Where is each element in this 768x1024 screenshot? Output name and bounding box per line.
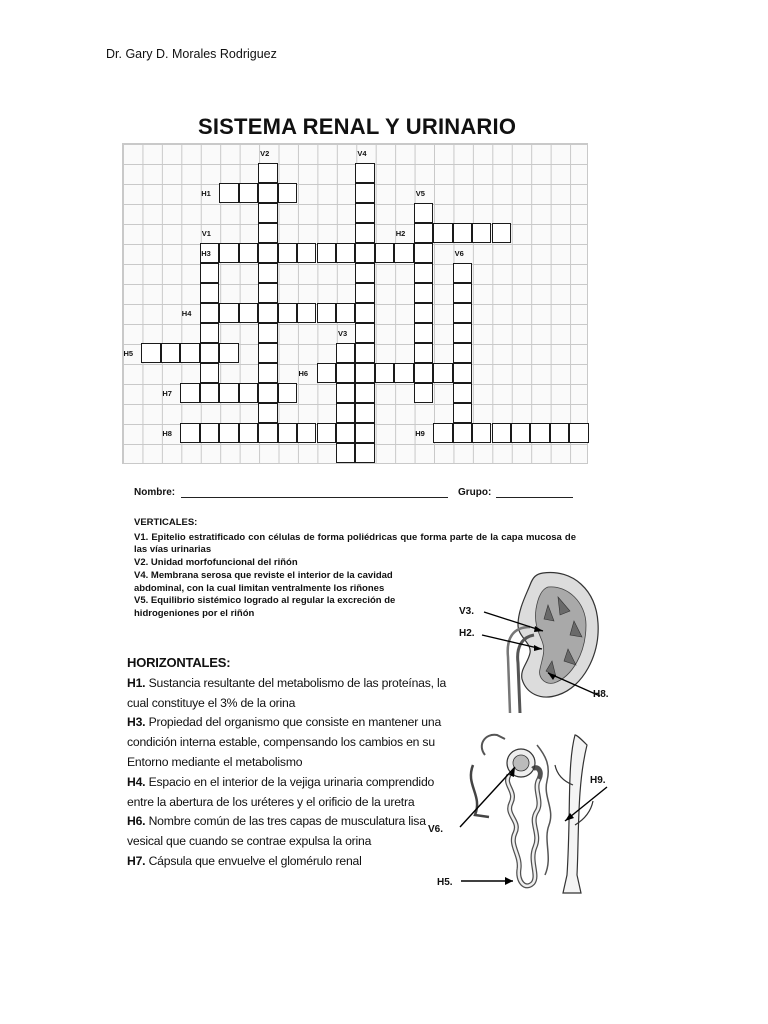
grupo-field[interactable]: [496, 497, 573, 498]
crossword-cell[interactable]: [453, 363, 472, 383]
crossword-cell[interactable]: [394, 243, 413, 263]
crossword-cell[interactable]: [219, 343, 238, 363]
clue-label-h2: H2: [395, 229, 406, 238]
verticales-heading: VERTICALES:: [134, 517, 198, 528]
crossword-cell[interactable]: [414, 263, 433, 283]
crossword-cell[interactable]: [180, 383, 199, 403]
crossword-cell[interactable]: [355, 263, 374, 283]
crossword-cell[interactable]: [200, 423, 219, 443]
clue-v4: V4. Membrana serosa que reviste el interior de la cavidad abdominal, con la cual limitan ventralmente los riñones: [134, 569, 393, 594]
crossword-cell[interactable]: [569, 423, 588, 443]
clue-v2: V2. Unidad morfofuncional del riñón: [134, 557, 298, 569]
crossword-cell[interactable]: [433, 363, 452, 383]
crossword-cell[interactable]: [258, 243, 277, 263]
clue-label-h9: H9: [415, 429, 425, 438]
crossword-cell[interactable]: [375, 363, 394, 383]
crossword-cell[interactable]: [355, 403, 374, 423]
crossword-cell[interactable]: [336, 443, 355, 463]
clue-v1: V1. Epitelio estratificado con células de forma poliédricas que forma parte de la capa mucosa de las vías urinarias: [134, 531, 576, 556]
crossword-cell[interactable]: [492, 223, 511, 243]
crossword-cell[interactable]: [317, 243, 336, 263]
crossword-cell[interactable]: [258, 203, 277, 223]
crossword-cell[interactable]: [414, 243, 433, 263]
label-h5: H5.: [437, 877, 453, 888]
clue-label-h3: H3: [201, 249, 211, 258]
clue-label-h7: H7: [162, 389, 172, 398]
crossword-cell[interactable]: [336, 383, 355, 403]
crossword-cell[interactable]: [414, 203, 433, 223]
clue-label-h1: H1: [201, 189, 211, 198]
nombre-label: Nombre:: [134, 487, 176, 498]
crossword-cell[interactable]: [414, 223, 433, 243]
crossword-cell[interactable]: [258, 223, 277, 243]
crossword-cell[interactable]: [239, 383, 258, 403]
grupo-label: Grupo:: [458, 487, 492, 498]
clue-label-v3: V3: [337, 329, 348, 338]
crossword-cell[interactable]: [355, 423, 374, 443]
label-h9: H9.: [590, 775, 606, 786]
crossword-cell[interactable]: [355, 363, 374, 383]
crossword-cell[interactable]: [258, 343, 277, 363]
crossword-cell[interactable]: [239, 243, 258, 263]
crossword-cell[interactable]: [200, 363, 219, 383]
crossword-cell[interactable]: [200, 283, 219, 303]
crossword-cell[interactable]: [180, 423, 199, 443]
crossword-cell[interactable]: [180, 343, 199, 363]
label-h2: H2.: [459, 628, 475, 639]
clue-label-v4: V4: [357, 149, 367, 158]
crossword-cell[interactable]: [200, 323, 219, 343]
crossword-cell[interactable]: [530, 423, 549, 443]
crossword-cell[interactable]: [550, 423, 569, 443]
crossword-cell[interactable]: [453, 223, 472, 243]
clue-label-h5: H5: [123, 349, 134, 358]
clue-h4: H4. Espacio en el interior de la vejiga urinaria comprendido entre la abertura de los uréteres y el orificio de la uretra: [127, 774, 435, 809]
crossword-cell[interactable]: [355, 283, 374, 303]
crossword-cell[interactable]: [414, 303, 433, 323]
crossword-cell[interactable]: [317, 363, 336, 383]
crossword-cell[interactable]: [258, 183, 277, 203]
clue-label-v5: V5: [415, 189, 425, 198]
horizontales-section: [127, 653, 447, 872]
crossword-cell[interactable]: [258, 303, 277, 323]
crossword-cell[interactable]: [394, 363, 413, 383]
clue-h1: H1. Sustancia resultante del metabolismo de las proteínas, la cual constituye el 3% de la orina: [127, 675, 447, 710]
crossword-cell[interactable]: [355, 183, 374, 203]
crossword-cell[interactable]: [258, 323, 277, 343]
crossword-cell[interactable]: [297, 243, 316, 263]
crossword-cell[interactable]: [453, 283, 472, 303]
crossword-cell[interactable]: [336, 423, 355, 443]
crossword-cell[interactable]: [355, 343, 374, 363]
crossword-cell[interactable]: [317, 423, 336, 443]
crossword-cell[interactable]: [355, 443, 374, 463]
crossword-cell[interactable]: [258, 403, 277, 423]
crossword-cell[interactable]: [141, 343, 160, 363]
crossword-cell[interactable]: [278, 243, 297, 263]
crossword-cell[interactable]: [414, 323, 433, 343]
clue-v5: V5. Equilibrio sistémico logrado al regular la excreción de hidrogeniones por el riñón: [134, 595, 396, 619]
crossword-cell[interactable]: [355, 163, 374, 183]
crossword-cell[interactable]: [492, 423, 511, 443]
crossword-cell[interactable]: [414, 283, 433, 303]
crossword-cell[interactable]: [161, 343, 180, 363]
crossword-cell[interactable]: [200, 383, 219, 403]
crossword-cell[interactable]: [200, 263, 219, 283]
crossword-cell[interactable]: [239, 303, 258, 323]
label-h8: H8.: [593, 689, 609, 700]
crossword-cell[interactable]: [414, 363, 433, 383]
crossword-cell[interactable]: [355, 303, 374, 323]
crossword-cell[interactable]: [336, 303, 355, 323]
crossword-cell[interactable]: [453, 263, 472, 283]
clue-label-h4: H4: [181, 309, 192, 318]
crossword-cell[interactable]: [472, 423, 491, 443]
crossword-cell[interactable]: [278, 303, 297, 323]
crossword-cell[interactable]: [278, 183, 297, 203]
clue-label-v1: V1: [201, 229, 211, 238]
crossword-cell[interactable]: [239, 423, 258, 443]
label-v3: V3.: [459, 606, 475, 617]
crossword-cell[interactable]: [355, 383, 374, 403]
crossword-cell[interactable]: [239, 183, 258, 203]
author-name: Dr. Gary D. Morales Rodriguez: [106, 47, 277, 61]
horizontales-heading: HORIZONTALES:: [127, 655, 231, 670]
nephron-illustration: [425, 725, 620, 900]
crossword-cell[interactable]: [355, 223, 374, 243]
crossword-cell[interactable]: [336, 243, 355, 263]
crossword-cell[interactable]: [200, 343, 219, 363]
clue-label-v2: V2: [260, 149, 270, 158]
clue-h7: H7. Cápsula que envuelve el glomérulo renal: [127, 853, 362, 868]
crossword-cell[interactable]: [336, 403, 355, 423]
crossword-cell[interactable]: [258, 363, 277, 383]
label-v6: V6.: [428, 824, 444, 835]
clue-label-h8: H8: [162, 429, 172, 438]
crossword-cell[interactable]: [297, 423, 316, 443]
crossword-cell[interactable]: [453, 323, 472, 343]
crossword-cell[interactable]: [258, 283, 277, 303]
crossword-cell[interactable]: [297, 303, 316, 323]
crossword-cell[interactable]: [453, 343, 472, 363]
crossword-cell[interactable]: [472, 223, 491, 243]
clue-label-v6: V6: [454, 249, 464, 258]
clue-label-h6: H6: [298, 369, 309, 378]
clue-h6: H6. Nombre común de las tres capas de musculatura lisa vesical que cuando se contrae expulsa la orina: [127, 814, 426, 849]
crossword-cell[interactable]: [317, 303, 336, 323]
crossword-cell[interactable]: [433, 423, 452, 443]
crossword-cell[interactable]: [453, 423, 472, 443]
crossword-cell[interactable]: [258, 423, 277, 443]
crossword-cell[interactable]: [258, 263, 277, 283]
crossword-cell[interactable]: [375, 243, 394, 263]
crossword-cell[interactable]: [453, 403, 472, 423]
crossword-cell[interactable]: [355, 323, 374, 343]
crossword-cell[interactable]: [355, 203, 374, 223]
crossword-cell[interactable]: [200, 303, 219, 323]
crossword-cell[interactable]: [336, 363, 355, 383]
crossword-cell[interactable]: [414, 343, 433, 363]
nombre-field[interactable]: [181, 497, 448, 498]
crossword-cell[interactable]: [219, 303, 238, 323]
crossword-cell[interactable]: [511, 423, 530, 443]
crossword-cell[interactable]: [219, 423, 238, 443]
crossword-cell[interactable]: [355, 243, 374, 263]
crossword-cell[interactable]: [278, 423, 297, 443]
crossword-cell[interactable]: [453, 303, 472, 323]
page-title: SISTEMA RENAL Y URINARIO: [198, 114, 517, 139]
crossword-cell[interactable]: [258, 383, 277, 403]
crossword-cell[interactable]: [414, 383, 433, 403]
crossword-cell[interactable]: [219, 183, 238, 203]
crossword-cell[interactable]: [433, 223, 452, 243]
crossword-cell[interactable]: [453, 383, 472, 403]
crossword-cell[interactable]: [258, 163, 277, 183]
crossword-cell[interactable]: [200, 243, 219, 263]
crossword-cell[interactable]: [278, 383, 297, 403]
crossword-cell[interactable]: [219, 383, 238, 403]
clue-h3: H3. Propiedad del organismo que consiste en mantener una condición interna estable, compensando los cambios en su Entorno mediante el metabolismo: [127, 715, 442, 769]
crossword-cell[interactable]: [336, 343, 355, 363]
crossword-cell[interactable]: [219, 243, 238, 263]
